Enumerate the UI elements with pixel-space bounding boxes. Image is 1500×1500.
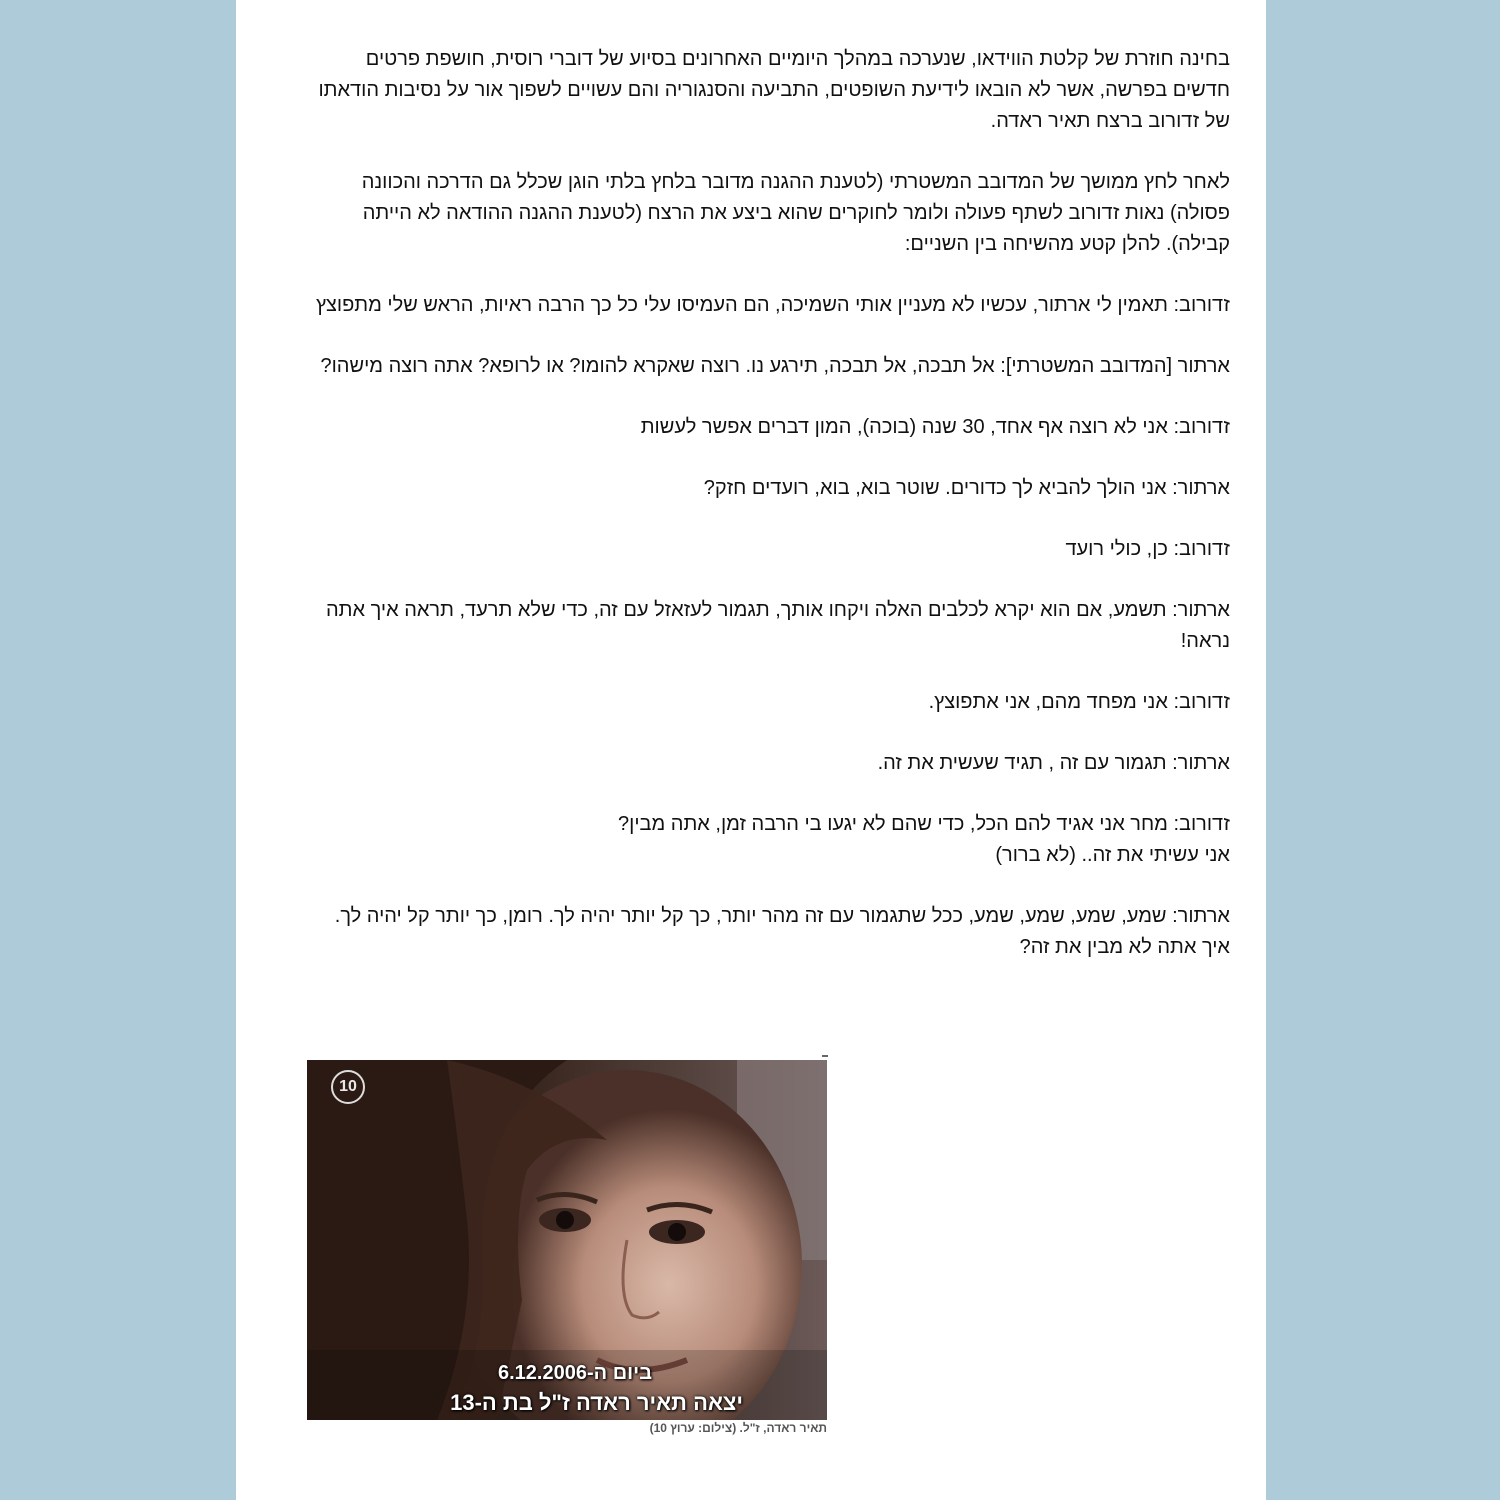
news-photo [307,1060,827,1420]
dialogue-line: ארתור: שמע, שמע, שמע, שמע, ככל שתגמור עם זה מהר יותר, כך קל יותר יהיה לך. רומן, כך יותר קל יהיה לך. איך אתה לא מבין את זה? [334,905,1230,958]
paragraph-context: לאחר לחץ ממושך של המדובב המשטרתי (לטענת ההגנה מדובר בלחץ בלתי הוגן שכלל גם הדרכה והכוונה פסולה) נאות זדורוב לשתף פעולה ולומר לחוקרים שהוא ביצע את הרצח (לטענת ההגנה ההודאה לא הייתה קבילה). להלן קטע מהשיחה בין השניים: [361,171,1230,255]
scan-mark [822,1055,828,1057]
article-body [310,44,1230,993]
photo-caption: תאיר ראדה, ז"ל. (צילום: ערוץ 10) [649,1421,827,1435]
paragraph-intro: בחינה חוזרת של קלטת הווידאו, שנערכה במהלך היומיים האחרונים בסיוע של דוברי רוסית, חושפת פרטים חדשים בפרשה, אשר לא הובאו לידיעת השופטים, התביעה והסנגוריה והם עשויים לשפוך אור על נסיבות הודאתו של זדורוב ברצח תאיר ראדה. [318,48,1230,132]
photo-overlay-date: ביום ה-6.12.2006 [498,1362,652,1384]
dialogue-line: זדורוב: כן, כולי רועד [1065,538,1230,560]
dialogue-line: ארתור: תשמע, אם הוא יקרא לכלבים האלה ויקחו אותך, תגמור לעזאזל עם זה, כדי שלא תרעד, תראה איך אתה נראה! [325,599,1230,652]
dialogue-line: זדורוב: תאמין לי ארתור, עכשיו לא מעניין אותי השמיכה, הם העמיסו עלי כל כך הרבה ראיות, הראש שלי מתפוצץ [315,294,1230,316]
dialogue-line: זדורוב: אני לא רוצה אף אחד, 30 שנה (בוכה), המון דברים אפשר לעשות [640,416,1230,438]
dialogue-line: ארתור: תגמור עם זה , תגיד שעשית את זה. [877,752,1230,774]
photo-overlay-text: יצאה תאיר ראדה ז"ל בת ה-13 [450,1390,743,1415]
dialogue-line: זדורוב: מחר אני אגיד להם הכל, כדי שהם לא יגעו בי הרבה זמן, אתה מבין? אני עשיתי את זה.. (לא ברור) [618,813,1230,866]
dialogue-line: זדורוב: אני מפחד מהם, אני אתפוצץ. [928,691,1230,713]
dialogue-line: ארתור: אני הולך להביא לך כדורים. שוטר בוא, בוא, רועדים חזק? [703,477,1230,499]
channel-logo-icon: 10 [331,1070,365,1104]
dialogue-line: ארתור [המדובב המשטרתי]: אל תבכה, אל תבכה, תירגע נו. רוצה שאקרא להומו? או לרופא? אתה רוצה מישהו? [320,355,1230,377]
